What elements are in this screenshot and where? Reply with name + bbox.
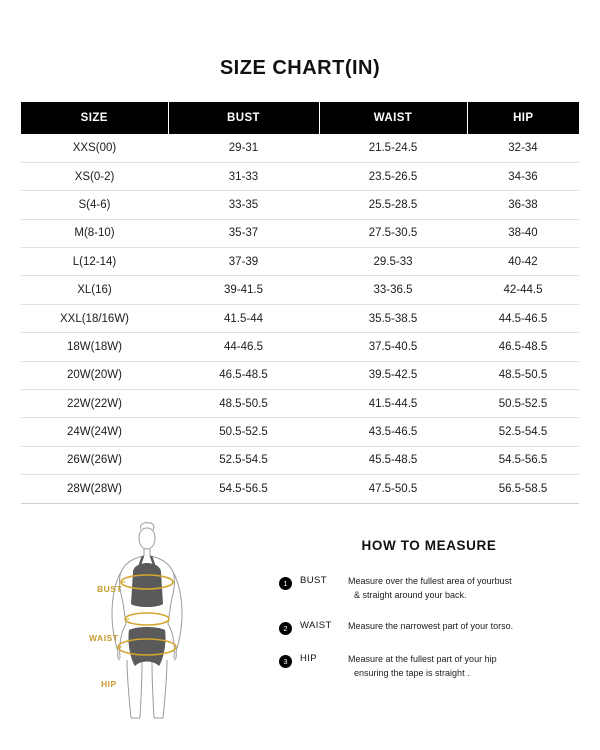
measure-description	[348, 620, 513, 634]
measure-name: HIP	[300, 653, 318, 665]
cell-bust: 39-41.5	[168, 276, 319, 304]
measure-description	[348, 575, 512, 603]
table-row	[21, 134, 579, 162]
table-row	[21, 333, 579, 361]
list-item	[279, 620, 579, 635]
figure-label-waist: WAIST	[89, 632, 119, 643]
table-row	[21, 191, 579, 219]
table-body	[21, 134, 579, 503]
how-to-measure-title: HOW TO MEASURE	[361, 537, 497, 553]
cell-hip: 40-42	[467, 248, 579, 276]
cell-hip: 32-34	[467, 134, 579, 162]
cell-hip: 38-40	[467, 219, 579, 247]
column-header-bust: BUST	[168, 102, 319, 134]
cell-bust: 33-35	[168, 191, 319, 219]
cell-hip: 42-44.5	[467, 276, 579, 304]
cell-waist: 33-36.5	[319, 276, 467, 304]
cell-size: 22W(22W)	[21, 390, 168, 418]
cell-bust: 46.5-48.5	[168, 361, 319, 389]
cell-bust: 29-31	[168, 134, 319, 162]
table-row	[21, 248, 579, 276]
list-item	[279, 575, 579, 603]
cell-bust: 41.5-44	[168, 304, 319, 332]
cell-waist: 29.5-33	[319, 248, 467, 276]
cell-hip: 54.5-56.5	[467, 446, 579, 474]
column-header-size: SIZE	[21, 102, 168, 134]
table-row	[21, 390, 579, 418]
cell-waist: 45.5-48.5	[319, 446, 467, 474]
how-to-measure-panel	[273, 520, 579, 725]
measure-section	[21, 520, 579, 725]
measure-name: BUST	[300, 574, 327, 586]
cell-hip: 44.5-46.5	[467, 304, 579, 332]
cell-hip: 46.5-48.5	[467, 333, 579, 361]
cell-size: S(4-6)	[21, 191, 168, 219]
cell-bust: 50.5-52.5	[168, 418, 319, 446]
column-header-waist: WAIST	[319, 102, 467, 134]
table-row	[21, 276, 579, 304]
size-chart-table	[21, 102, 579, 504]
table-header	[21, 102, 579, 134]
cell-bust: 54.5-56.5	[168, 475, 319, 503]
cell-hip: 56.5-58.5	[467, 475, 579, 503]
cell-bust: 31-33	[168, 162, 319, 190]
measure-description-line2: & straight around your back.	[354, 589, 467, 600]
cell-waist: 39.5-42.5	[319, 361, 467, 389]
figure-label-hip: HIP	[101, 678, 117, 689]
cell-hip: 34-36	[467, 162, 579, 190]
cell-hip: 36-38	[467, 191, 579, 219]
cell-waist: 27.5-30.5	[319, 219, 467, 247]
cell-size: XXS(00)	[21, 134, 168, 162]
measure-description-line1: Measure the narrowest part of your torso.	[348, 621, 514, 632]
table-row	[21, 219, 579, 247]
cell-bust: 44-46.5	[168, 333, 319, 361]
figure-label-bust: BUST	[97, 583, 123, 594]
cell-size: 18W(18W)	[21, 333, 168, 361]
cell-bust: 35-37	[168, 219, 319, 247]
cell-size: XXL(18/16W)	[21, 304, 168, 332]
how-to-measure-list	[279, 575, 579, 682]
cell-size: 28W(28W)	[21, 475, 168, 503]
cell-waist: 21.5-24.5	[319, 134, 467, 162]
measure-description-line1: Measure at the fullest part of your hip	[348, 654, 497, 665]
cell-size: 20W(20W)	[21, 361, 168, 389]
cell-waist: 37.5-40.5	[319, 333, 467, 361]
table-row	[21, 418, 579, 446]
cell-waist: 43.5-46.5	[319, 418, 467, 446]
page-title: SIZE CHART(IN)	[219, 57, 381, 79]
step-number-badge: 2	[279, 622, 292, 635]
cell-waist: 35.5-38.5	[319, 304, 467, 332]
column-header-hip: HIP	[467, 102, 579, 134]
table-row	[21, 304, 579, 332]
cell-size: L(12-14)	[21, 248, 168, 276]
body-figure	[21, 520, 273, 725]
table-header-row	[21, 102, 579, 134]
cell-waist: 41.5-44.5	[319, 390, 467, 418]
cell-size: 26W(26W)	[21, 446, 168, 474]
measure-name: WAIST	[300, 620, 332, 632]
cell-hip: 50.5-52.5	[467, 390, 579, 418]
measure-description-line2: ensuring the tape is straight .	[354, 668, 470, 679]
cell-size: M(8-10)	[21, 219, 168, 247]
table-row	[21, 446, 579, 474]
table-row	[21, 361, 579, 389]
cell-bust: 48.5-50.5	[168, 390, 319, 418]
table-row	[21, 475, 579, 503]
cell-waist: 25.5-28.5	[319, 191, 467, 219]
cell-size: 24W(24W)	[21, 418, 168, 446]
cell-waist: 23.5-26.5	[319, 162, 467, 190]
list-item	[279, 653, 579, 681]
cell-waist: 47.5-50.5	[319, 475, 467, 503]
step-number-badge: 1	[279, 577, 292, 590]
cell-size: XL(16)	[21, 276, 168, 304]
cell-bust: 52.5-54.5	[168, 446, 319, 474]
table-row	[21, 162, 579, 190]
measure-description-line1: Measure over the fullest area of yourbust	[348, 575, 512, 586]
cell-hip: 48.5-50.5	[467, 361, 579, 389]
cell-hip: 52.5-54.5	[467, 418, 579, 446]
figure-label-group	[21, 520, 273, 725]
cell-bust: 37-39	[168, 248, 319, 276]
step-number-badge: 3	[279, 655, 292, 668]
cell-size: XS(0-2)	[21, 162, 168, 190]
measure-description	[348, 653, 497, 681]
